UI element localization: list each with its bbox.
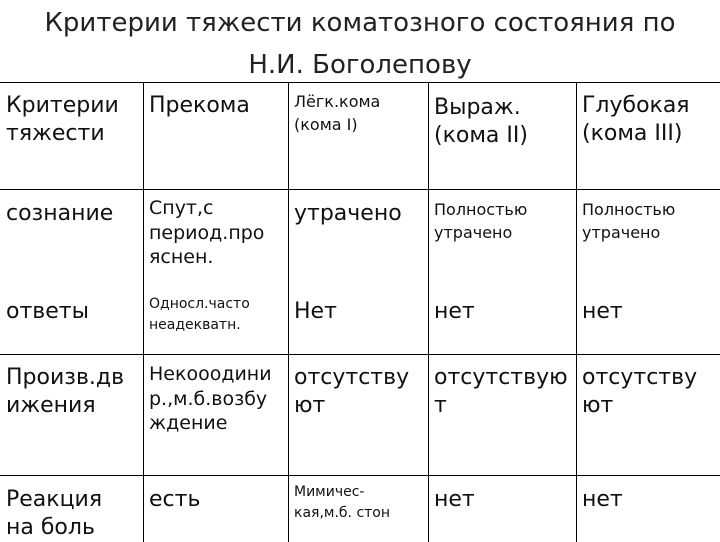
row-pain-light: Мимичес- кая,м.б. стон — [294, 484, 391, 521]
criteria-table — [0, 82, 720, 542]
row-divider — [0, 189, 720, 190]
title-line-1: Критерии тяжести коматозного состояния по — [44, 8, 676, 38]
row-consciousness-precoma: Спут,с период.про яснен. — [149, 197, 265, 269]
header-light-coma: Лёгк.кома (кома I) — [294, 92, 381, 135]
table-border-top — [0, 82, 720, 83]
title-line-2: Н.И. Боголепову — [248, 50, 472, 80]
row-movements-deep: отсутству ют — [582, 365, 698, 418]
row-movements-light: отсутству ют — [294, 365, 410, 418]
row-responses-precoma: Односл.часто неадекватн. — [149, 296, 250, 333]
header-deep-coma: Глубокая (кома III) — [582, 93, 690, 146]
row-consciousness-expressed: Полностью утрачено — [434, 200, 528, 243]
slide-title — [0, 2, 720, 86]
row-movements-precoma: Некооодини р.,м.б.возбу ждение — [149, 363, 272, 435]
row-pain-precoma: есть — [149, 487, 201, 512]
row-responses-expressed: нет — [434, 299, 475, 324]
row-pain-label: Реакция на боль — [6, 487, 103, 540]
header-criteria: Критерии тяжести — [6, 93, 119, 146]
row-movements-label: Произв.дв ижения — [6, 365, 125, 418]
row-consciousness-label: сознание — [6, 201, 114, 226]
row-responses-light: Нет — [294, 299, 337, 324]
row-pain-deep: нет — [582, 487, 623, 512]
row-consciousness-light: утрачено — [294, 201, 402, 226]
row-responses-deep: нет — [582, 299, 623, 324]
header-precoma: Прекома — [149, 93, 250, 118]
row-responses-label: ответы — [6, 299, 89, 324]
row-divider — [0, 354, 720, 355]
row-pain-expressed: нет — [434, 487, 475, 512]
header-expressed-coma: Выраж. (кома II) — [434, 95, 528, 148]
row-consciousness-deep: Полностью утрачено — [582, 200, 676, 243]
row-movements-expressed: отсутствую т — [434, 365, 568, 418]
